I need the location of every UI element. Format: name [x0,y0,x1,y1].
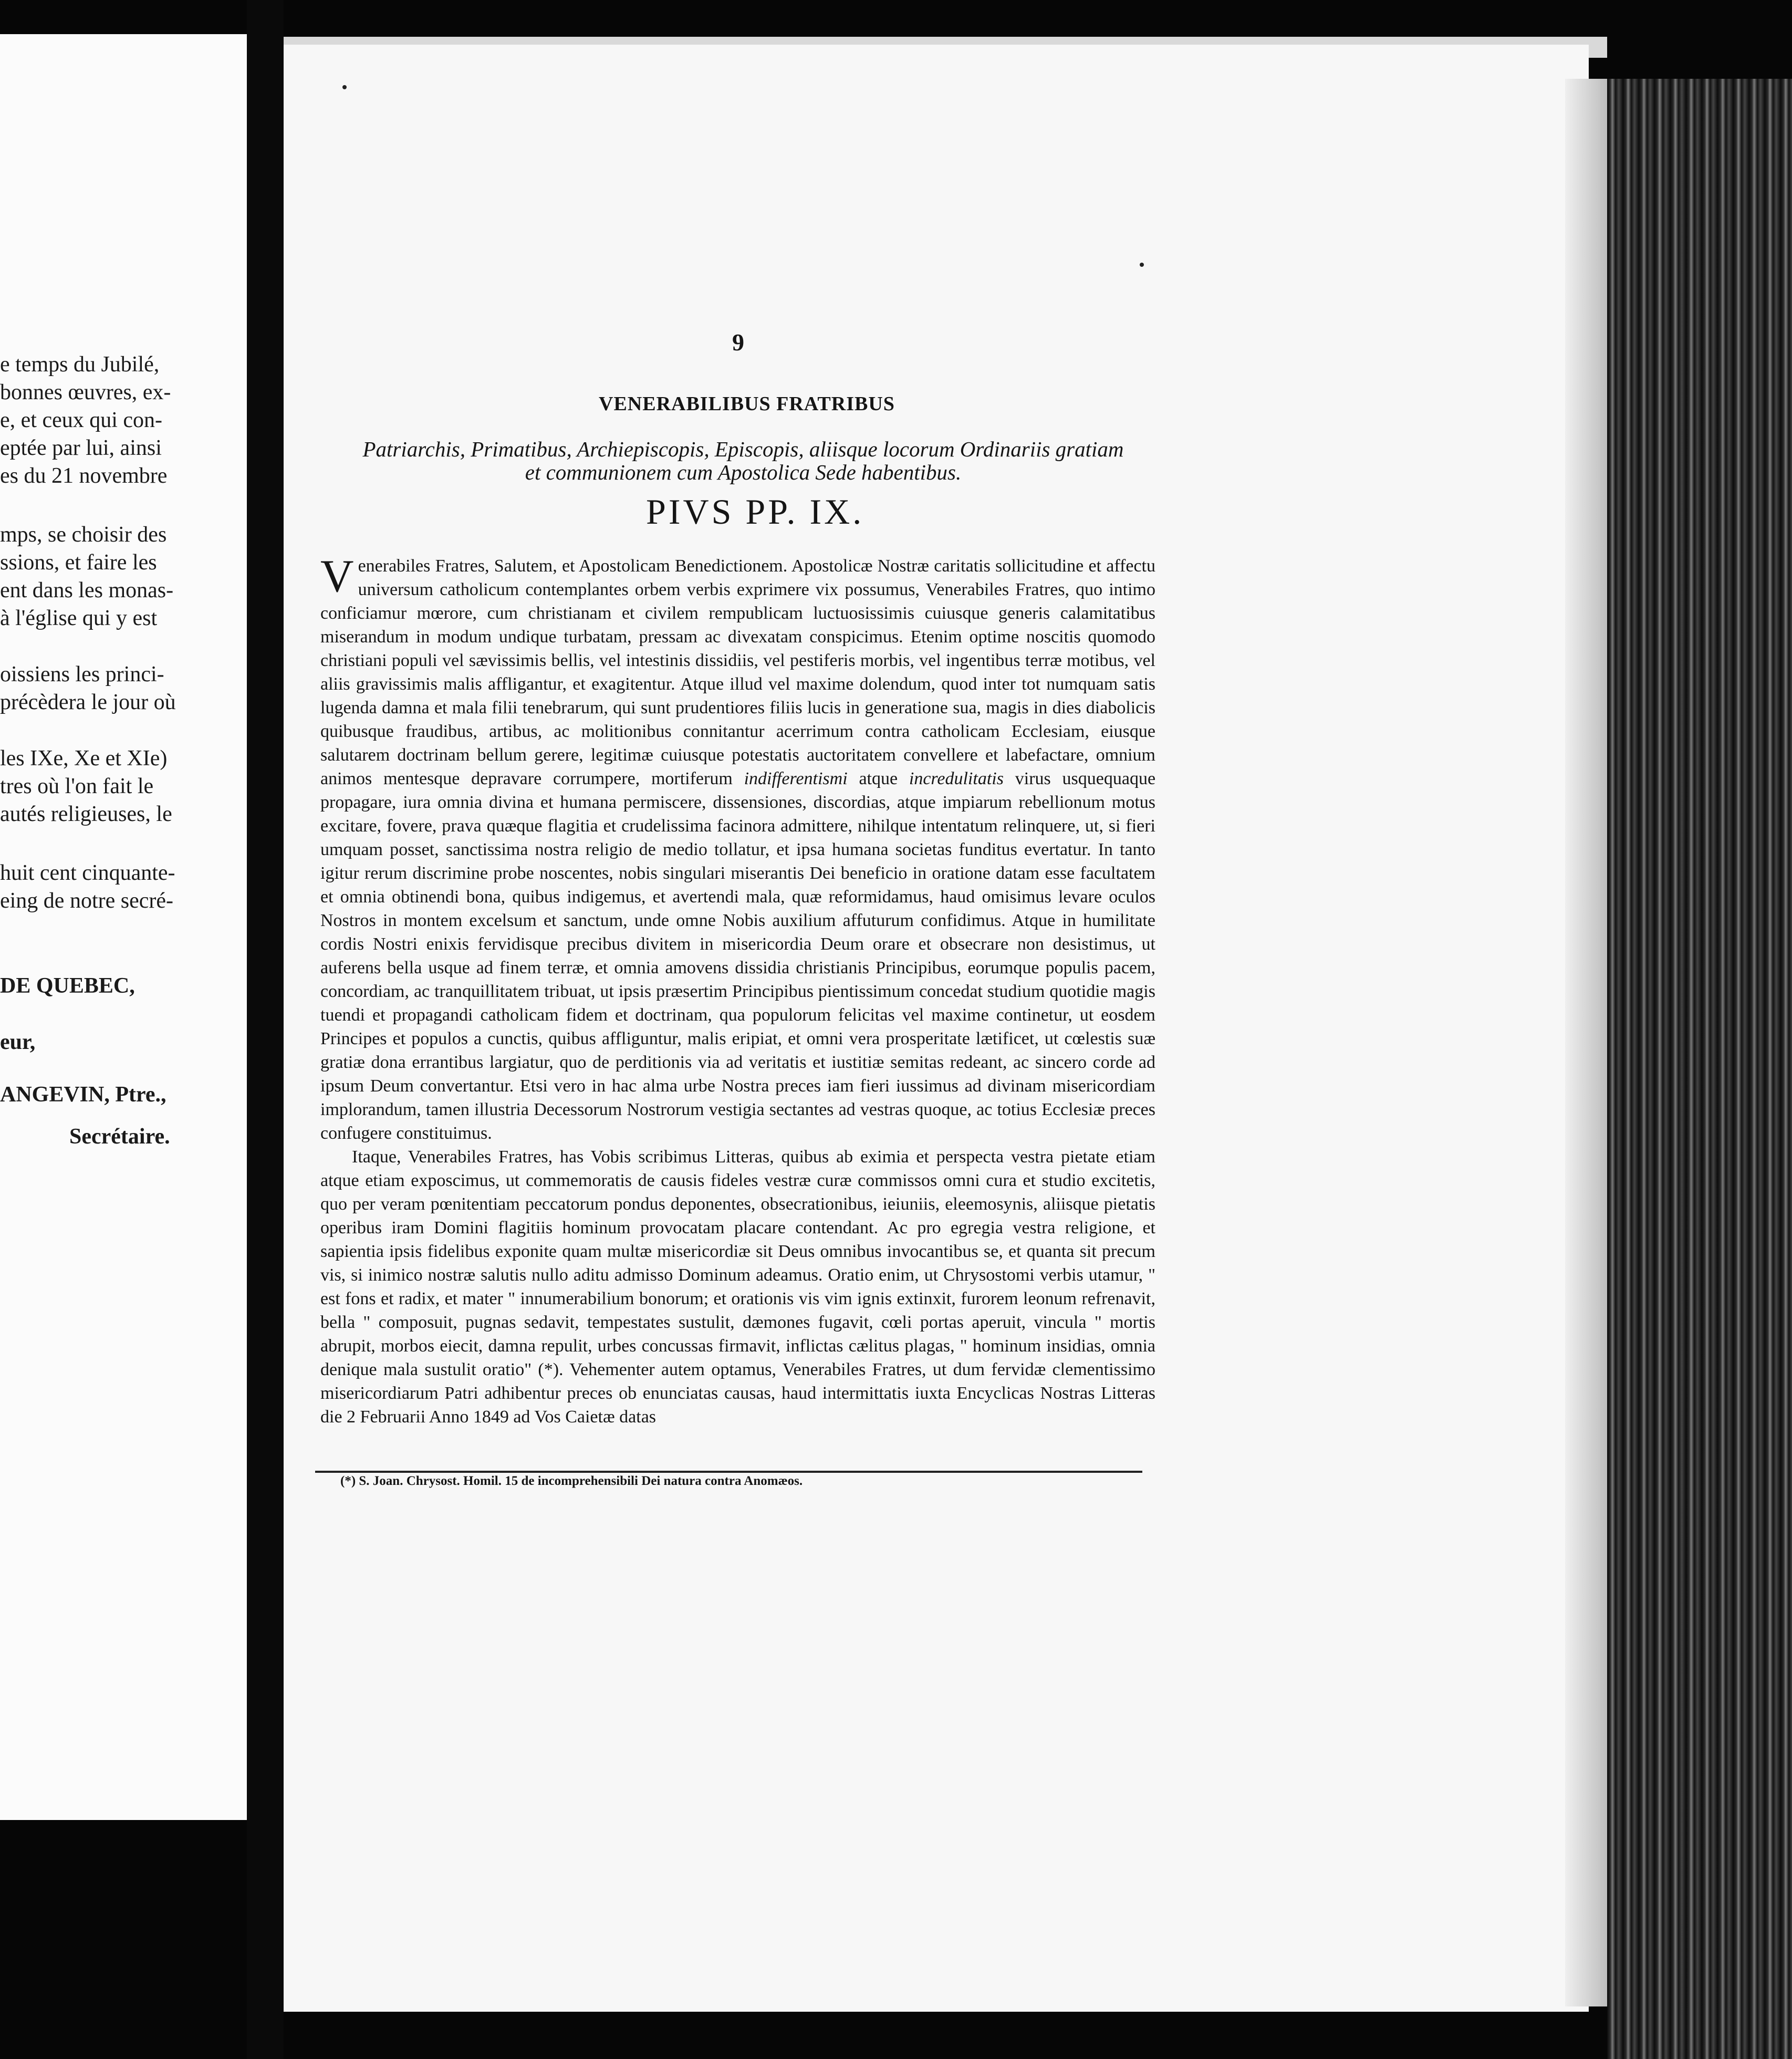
encyclical-subtitle: Patriarchis, Primatibus, Archiepiscopis, Episcopis, aliisque locorum Ordinariis gratiam [362,437,1124,461]
left-page-line: oissiens les princi- [0,662,164,687]
book-fore-edge [1607,79,1792,2059]
italic-term: indifferentismi [744,769,848,788]
drop-cap: V [320,551,354,602]
left-page-line: autés religieuses, le [0,802,172,826]
left-page-line: les IXe, Xe et XIe) [0,746,168,771]
left-page-line: eptée par lui, ainsi [0,436,162,460]
book-gutter [247,0,284,2059]
italic-term: incredulitatis [909,769,1004,788]
left-page-line: précèdera le jour où [0,690,176,714]
left-page-line: ent dans les monas- [0,578,174,602]
left-page-line: e temps du Jubilé, [0,352,160,377]
paragraph [320,551,1156,1145]
left-page-line: Secrétaire. [69,1125,170,1149]
footnote-rule [315,1471,1142,1473]
left-page-line: ANGEVIN, Ptre., [0,1083,166,1107]
footnote: (*) S. Joan. Chrysost. Homil. 15 de incomprehensibili Dei natura contra Anomæos. [340,1474,803,1488]
page-edge [1565,79,1608,2006]
left-page-line: eing de notre secré- [0,889,173,913]
page-number: 9 [732,329,744,356]
left-page-line: huit cent cinquante- [0,861,175,885]
pope-name: PIVS PP. IX. [646,492,864,532]
paragraph-text: atque [859,769,898,788]
left-page-line: tres où l'on fait le [0,774,154,798]
print-speck [1140,263,1144,267]
left-page-line: eur, [0,1030,36,1054]
left-page-line: DE QUEBEC, [0,974,135,998]
left-page-line: es du 21 novembre [0,464,168,488]
left-page-line: e, et ceux qui con- [0,408,163,432]
paragraph-text: enerabiles Fratres, Salutem, et Apostolicam Benedictionem. Apostolicæ Nostræ caritatis sollicitudine et affectu universum catholicum contemplantes orbem verbis exprimere vix possumus, Venerabiles Fratres, quo intimo conficiamur mœrore, cum christianam et civilem rempublicam luctuosissimis cuiusque generis calamitatibus miserandum in modum undique turbatam, pressam ac divexatam conspicimus. Etenim optime noscitis quomodo christiani populi vel sævissimis bellis, vel intestinis dissidiis, vel pestiferis morbis, vel ingentibus terræ motibus, vel aliis gravissimis malis affligantur, et exagitentur. Atque illud vel maxime dolendum, quod inter tot numquam satis lugenda damna et mala filii tenebrarum, qui sunt prudentiores filiis lucis in generatione sua, magis in dies diabolicis quibusque fraudibus, artibus, ac molitionibus connitantur acerrimum contra catholicam Ecclesiam, eiusque salutarem doctrinam bellum gerere, legitimæ cuiusque potestatis auctoritatem convellere et labefactare, omnium animos mentesque depravare corrumpere, mortiferum [320,556,1155,788]
left-page-line: à l'église qui y est [0,606,158,630]
left-page-line: ssions, et faire les [0,550,157,575]
print-speck [342,85,347,89]
encyclical-address: VENERABILIBUS FRATRIBUS [599,393,895,415]
left-page-line: bonnes œuvres, ex- [0,380,171,404]
encyclical-subtitle: et communionem cum Apostolica Sede habentibus. [525,460,962,484]
left-facing-page [0,34,247,1820]
encyclical-body [320,551,1156,1429]
left-page-line: mps, se choisir des [0,523,167,547]
paragraph: Itaque, Venerabiles Fratres, has Vobis scribimus Litteras, quibus ab eximia et perspecta vestra pietate etiam atque etiam exposcimus, ut commemoratis de causis fideles vestræ curæ commissos omni cura et studio excitetis, quo per veram pœnitentiam peccatorum pondus deponentes, obsecrationibus, ieiuniis, eleemosynis, aliisque pietatis operibus iram Domini flagitiis hominum provocatam placare contendant. Ac pro egregia vestra religione, et sapientia ipsis fidelibus exponite quam multæ misericordiæ sit Deus omnibus invocantibus se, et quanta sit precum vis, si inimico nostræ salutis nullo aditu admisso Dominum adeamus. Oratio enim, ut Chrysostomi verbis utamur, " est fons et radix, et mater " innumerabilium bonorum; et orationis vis vim ignis extinxit, furorem leonum refrenavit, bella " composuit, pugnas sedavit, tempestates sustulit, dæmones fugavit, cœli portas aperuit, vincula " mortis abrupit, morbos eiecit, damna repulit, urbes concussas firmavit, inflictas cælitus plagas, " hominum insidias, omnia denique mala sustulit oratio" (*). Vehementer autem optamus, Venerabiles Fratres, ut dum fervidæ clementissimo misericordiarum Patri adhibentur preces ob enunciatas causas, haud intermittatis iuxta Encyclicas Nostras Litteras die 2 Februarii Anno 1849 ad Vos Caietæ datas [320,1147,1155,1427]
paragraph-text: virus usquequaque propagare, iura omnia divina et humana permiscere, dissensiones, discordias, atque impiarum rebellionum motus excitare, fovere, prava quæque flagitia et crudelissima facinora admittere, nihilque intentatum relinquere, ut, si fieri umquam posset, sanctissima nostra religio de medio tollatur, et ipsa humana societas funditus evertatur. In tanto igitur rerum discrimine probe noscentes, nobis singulari miserantis Dei beneficio in oratione datam esse facultatem et omnia obtinendi bona, quibus indigemus, et avertendi mala, quæ reformidamus, haud omisimus levare oculos Nostros in montem excelsum et sanctum, unde omne Nobis auxilium affuturum confidimus. Atque in humilitate cordis Nostri enixis fervidisque precibus divitem in misericordia Deum orare et obsecrare non desistimus, ut auferens bella usque ad finem terræ, et omnia amovens dissidia christianis Principibus, eorumque populis pacem, concordiam, ac tranquillitatem tribuat, ut ipsis præsertim Principibus pientissimum concedat studium quotidie magis tuendi et propagandi catholicam fidem et doctrinam, qua populorum felicitas vel maxime continetur, ut eosdem Principes et populos a cunctis, quibus affliguntur, malis eripiat, et omni vera prosperitate lætificet, ut cœlestis suæ gratiæ dona errantibus largiatur, quo de perditionis via ad veritatis et iustitiæ semitas redeant, ac sincero corde ad ipsum Deum convertantur. Etsi vero in hac alma urbe Nostra preces iam fieri iussimus ad divinam misericordiam implorandum, tamen illustria Decessorum Nostrorum vestigia sectantes ad vestras quoque, ac totius Ecclesiæ preces confugere constituimus. [320,769,1156,1143]
